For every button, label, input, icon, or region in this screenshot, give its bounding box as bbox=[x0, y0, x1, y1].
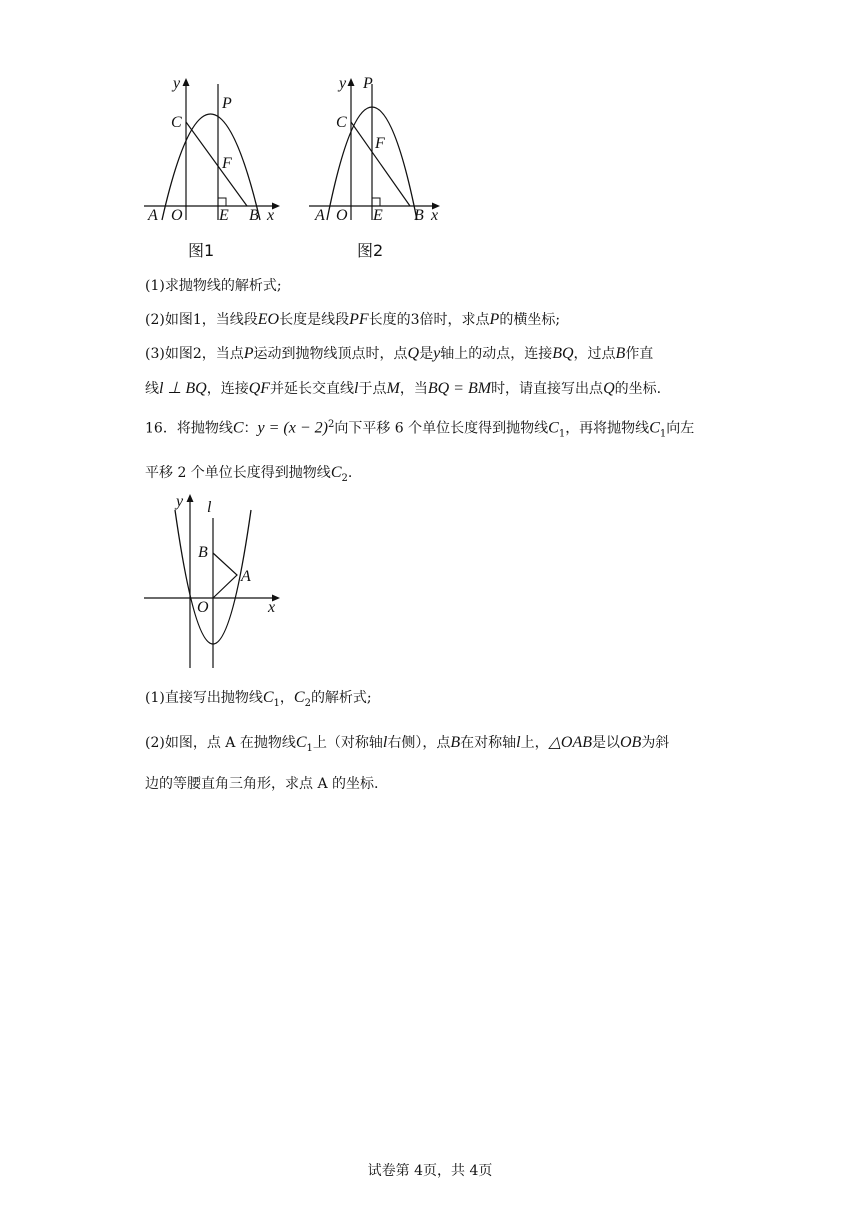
math-qf: QF bbox=[248, 380, 271, 397]
figure-2-caption: 图2 bbox=[357, 241, 384, 260]
right-angle-mark bbox=[372, 198, 380, 206]
text: . bbox=[347, 465, 353, 481]
math-c: C bbox=[330, 464, 342, 481]
label-p: P bbox=[363, 75, 373, 92]
math-b: B bbox=[615, 345, 626, 362]
label-a: A bbox=[241, 568, 251, 585]
q15-part1-text: (1)求抛物线的解析式; bbox=[145, 278, 282, 294]
text: 向下平移 6 个单位长度得到抛物线 bbox=[334, 420, 549, 437]
q15-part3-line2 bbox=[145, 379, 661, 399]
math-subscript: 1 bbox=[659, 428, 667, 440]
label-b: B bbox=[198, 544, 208, 561]
math-y: y bbox=[433, 345, 441, 362]
math-triangle-oab: △OAB bbox=[548, 734, 592, 751]
q16-part2-line2 bbox=[145, 774, 378, 794]
q15-part2 bbox=[145, 310, 560, 330]
math-bq-eq-bm: BQ = BM bbox=[427, 380, 492, 397]
y-axis-arrow bbox=[183, 78, 190, 86]
q16-part1 bbox=[145, 688, 372, 714]
text: (2)如图，点 A 在抛物线 bbox=[145, 735, 296, 751]
math-equation: y = (x − 2) bbox=[257, 419, 328, 437]
math-p: P bbox=[489, 311, 500, 328]
math-q: Q bbox=[407, 345, 420, 362]
triangle-oab bbox=[213, 553, 237, 598]
label-b: B bbox=[249, 207, 259, 224]
math-exponent: 2 bbox=[327, 419, 335, 430]
math-q: Q bbox=[603, 380, 615, 397]
math-c: C bbox=[262, 689, 274, 706]
math-c: C bbox=[649, 419, 660, 437]
text: ，当 bbox=[399, 381, 428, 397]
page-footer: 试卷第 4页，共 4页 bbox=[367, 1163, 493, 1179]
text: 时，请直接写出点 bbox=[491, 381, 604, 397]
label-c: C bbox=[171, 114, 182, 131]
label-o: O bbox=[336, 207, 348, 224]
math-ob: OB bbox=[619, 734, 642, 751]
math-pf: PF bbox=[349, 311, 369, 328]
text: 上（对称轴 bbox=[312, 735, 383, 751]
text: ，再将抛物线 bbox=[565, 420, 650, 437]
math-c: C bbox=[295, 734, 307, 751]
text: (1)直接写出抛物线 bbox=[145, 690, 263, 706]
label-p: P bbox=[222, 95, 232, 112]
label-x: x bbox=[431, 207, 439, 224]
math-subscript: 1 bbox=[306, 742, 313, 754]
q16-part2-line1 bbox=[145, 733, 669, 759]
text: 16．将抛物线 bbox=[145, 420, 233, 437]
segment-cb bbox=[186, 122, 247, 206]
math-l: l bbox=[382, 734, 388, 751]
text: 长度是线段 bbox=[279, 312, 350, 328]
text: 长度的3倍时，求点 bbox=[368, 312, 490, 328]
math-eo: EO bbox=[257, 311, 280, 328]
figure-2 bbox=[305, 70, 455, 230]
text: 平移 2 个单位长度得到抛物线 bbox=[145, 465, 331, 481]
text: 线 bbox=[145, 381, 159, 397]
label-f: F bbox=[375, 135, 385, 152]
label-b: B bbox=[414, 207, 424, 224]
text: 在对称轴 bbox=[460, 735, 517, 751]
figure-q16 bbox=[140, 488, 290, 678]
math-subscript: 2 bbox=[341, 472, 348, 484]
label-e: E bbox=[219, 207, 229, 224]
label-x: x bbox=[268, 599, 276, 616]
text: 并延长交直线 bbox=[270, 381, 355, 397]
text: ： bbox=[243, 420, 258, 437]
label-f: F bbox=[222, 155, 232, 172]
label-e: E bbox=[373, 207, 383, 224]
text: 是以 bbox=[591, 735, 620, 751]
text: ， bbox=[279, 690, 294, 706]
right-angle-mark bbox=[218, 198, 226, 206]
math-bq: BQ bbox=[552, 345, 574, 362]
text: 边的等腰直角三角形，求点 A 的坐标. bbox=[145, 776, 379, 792]
math-c: C bbox=[293, 689, 305, 706]
text: 运动到抛物线顶点时，点 bbox=[253, 346, 408, 362]
label-y: y bbox=[173, 75, 181, 92]
text: 是 bbox=[419, 346, 434, 362]
math-l: l bbox=[516, 734, 521, 751]
q16-line1 bbox=[145, 415, 694, 444]
text: 为斜 bbox=[641, 735, 670, 751]
label-a: A bbox=[148, 207, 158, 224]
math-m: M bbox=[386, 380, 400, 397]
text: 轴上的动点，连接 bbox=[440, 346, 553, 362]
q16-line2 bbox=[145, 463, 352, 489]
math-subscript: 2 bbox=[304, 697, 311, 709]
math-l: l bbox=[354, 380, 359, 397]
label-o: O bbox=[197, 599, 209, 616]
text: 的坐标. bbox=[614, 381, 662, 397]
text: ，连接 bbox=[206, 381, 249, 397]
math-subscript: 1 bbox=[558, 428, 566, 440]
text: 向左 bbox=[666, 420, 695, 437]
math-subscript: 1 bbox=[273, 697, 280, 709]
q15-part3-line1 bbox=[145, 344, 653, 364]
label-o: O bbox=[171, 207, 183, 224]
text: ，过点 bbox=[573, 346, 616, 362]
y-axis-arrow bbox=[348, 78, 355, 86]
text: 的解析式; bbox=[310, 690, 372, 706]
figure-1-caption: 图1 bbox=[188, 241, 215, 260]
y-axis-arrow bbox=[187, 494, 194, 502]
text: 右侧），点 bbox=[387, 735, 451, 751]
math-c: C bbox=[548, 419, 559, 437]
label-x: x bbox=[267, 207, 275, 224]
text: 的横坐标; bbox=[499, 312, 561, 328]
math-p: P bbox=[243, 345, 254, 362]
math-b: B bbox=[450, 734, 461, 751]
math-l-perp-bq: l ⊥ BQ bbox=[159, 380, 207, 397]
text: 上， bbox=[520, 735, 549, 751]
text: (3)如图2，当点 bbox=[145, 346, 244, 362]
text: (2)如图1，当线段 bbox=[145, 312, 258, 328]
q15-part1 bbox=[145, 276, 282, 296]
label-y: y bbox=[176, 493, 184, 510]
figure-1 bbox=[140, 70, 290, 230]
label-c: C bbox=[336, 114, 347, 131]
text: 于点 bbox=[358, 381, 387, 397]
math-c: C bbox=[232, 419, 244, 437]
text: 作直 bbox=[625, 346, 654, 362]
label-y: y bbox=[339, 75, 347, 92]
label-l: l bbox=[207, 499, 212, 516]
label-a: A bbox=[315, 207, 325, 224]
